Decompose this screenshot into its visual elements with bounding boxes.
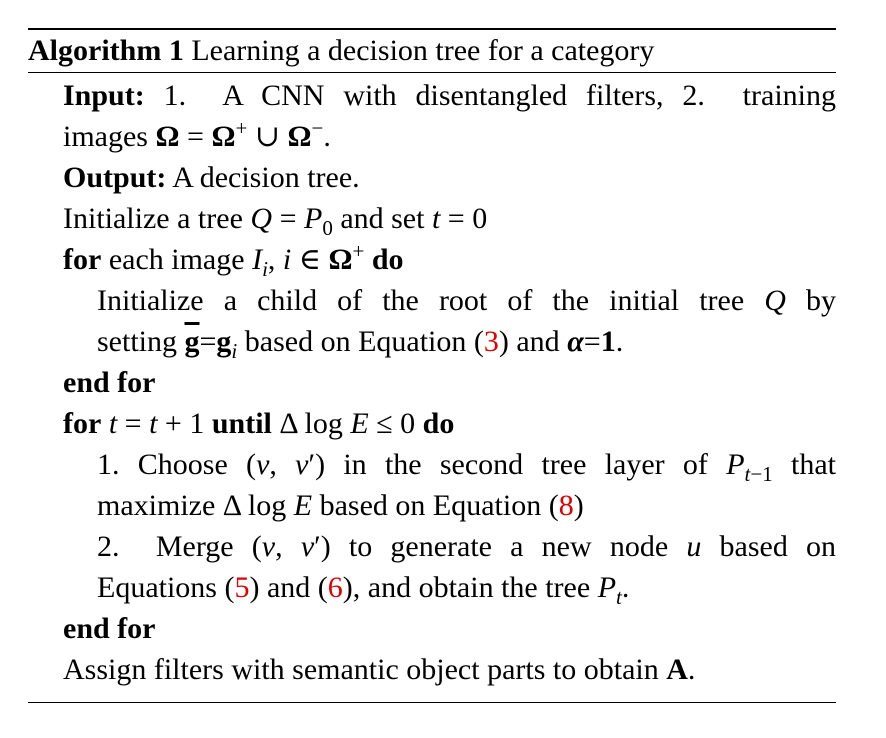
equation-ref-5[interactable]: 5 bbox=[234, 571, 250, 604]
algorithm-line-initialize: Initialize a tree $Q = P_0$ and set t = 0 bbox=[63, 202, 488, 240]
algorithm-line-for-until: for t = t + 1 until Δ log E ≤ 0 do bbox=[63, 407, 455, 440]
algorithm-line-merge: 2. Merge (v, v′) to generate a new node u based on bbox=[97, 530, 836, 563]
bottom-rule bbox=[28, 702, 836, 703]
algorithm-title: Learning a decision tree for a category bbox=[191, 34, 655, 67]
algorithm-caption bbox=[28, 30, 654, 72]
equation-ref-8[interactable]: 8 bbox=[558, 489, 574, 522]
equation-ref-6[interactable]: 6 bbox=[327, 571, 343, 604]
algorithm-line-setting: setting $\overline{g}=g_i$ based on Equation (3) and α=1. bbox=[97, 325, 624, 363]
equation-ref-3[interactable]: 3 bbox=[483, 325, 499, 358]
algorithm-line-equations: Equations (5) and (6), and obtain the tree $P_t$. bbox=[97, 571, 630, 609]
algorithm-line-init-child: Initialize a child of the root of the initial tree Q by bbox=[97, 284, 836, 317]
algorithm-line-for-each: for each image $I_i$, i ∈ Ω+ do bbox=[63, 239, 404, 281]
algorithm-line-end-for-2: end for bbox=[63, 612, 156, 645]
algorithm-line-choose: 1. Choose (v, v′) in the second tree layer of $P_{t-1}$ that bbox=[97, 448, 836, 486]
caption-rule bbox=[28, 72, 836, 73]
algorithm-line-end-for-1: end for bbox=[63, 366, 156, 399]
algorithm-line-output: Output: A decision tree. bbox=[63, 161, 360, 194]
algorithm-line-input: Input: 1. A CNN with disentangled filters, 2. training bbox=[63, 79, 836, 112]
algorithm-line-input-images: images Ω = Ω+ ∪ Ω−. bbox=[63, 116, 331, 153]
algorithm-line-maximize: maximize Δ log E based on Equation (8) bbox=[97, 489, 584, 522]
algorithm-line-assign: Assign filters with semantic object parts to obtain A. bbox=[63, 653, 696, 686]
algorithm-label: Algorithm 1 bbox=[28, 34, 184, 67]
